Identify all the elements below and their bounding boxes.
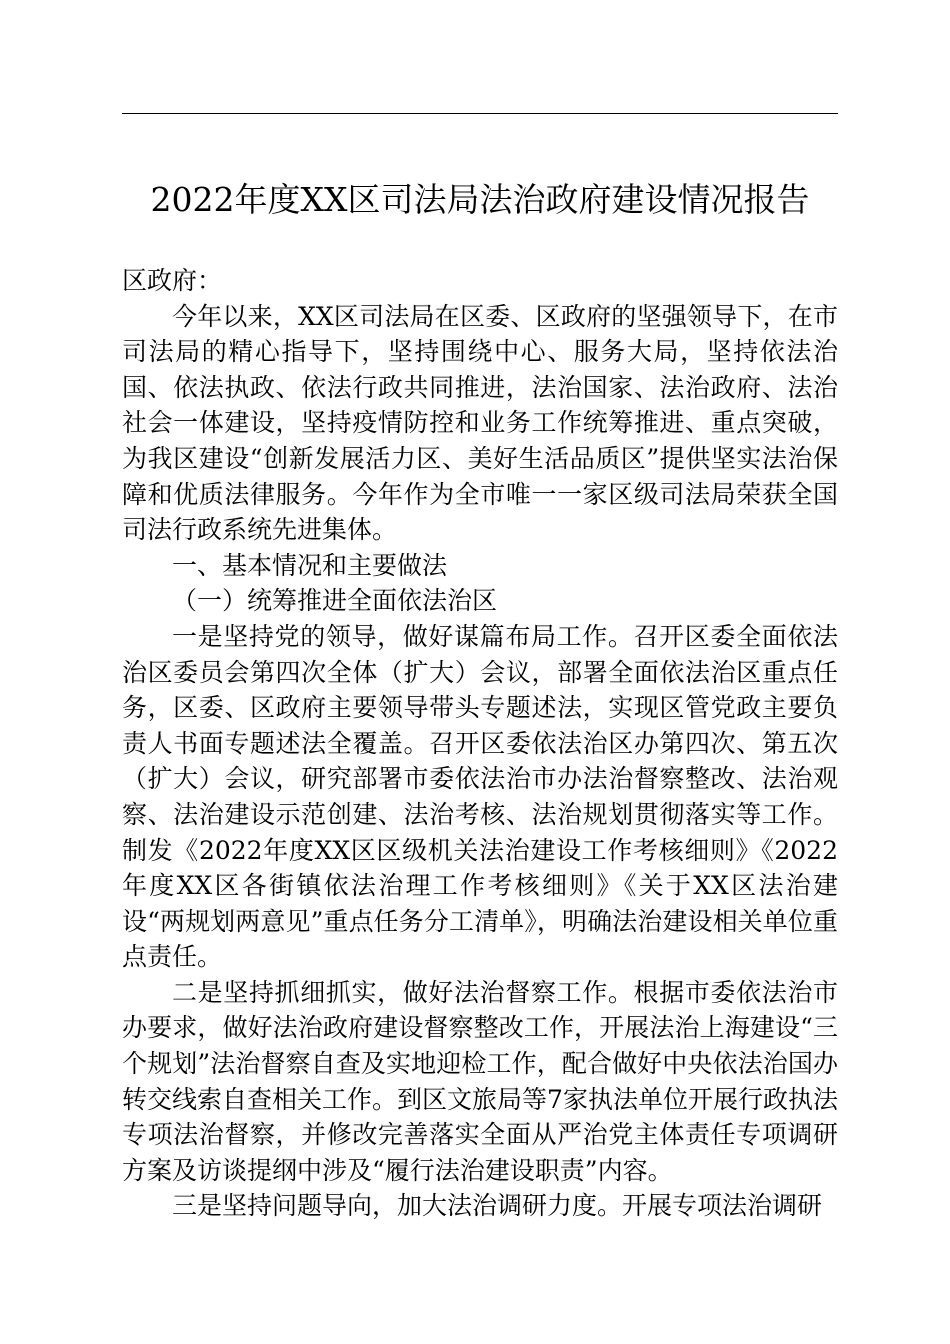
paragraph-intro: 今年以来，XX区司法局在区委、区政府的坚强领导下，在市司法局的精心指导下，坚持围绕中心、服务大局，坚持依法治国、依法执政、依法行政共同推进，法治国家、法治政府、法治社会一体建设，坚持疫情防控和业务工作统筹推进、重点突破，为我区建设“创新发展活力区、美好生活品质区”提供坚实法治保障和优质法律服务。今年作为全市唯一一家区级司法局荣获全国司法行政系统先进集体。 <box>122 301 838 545</box>
subsection-heading: （一）统筹推进全面依法治区 <box>172 586 498 616</box>
salutation: 区政府： <box>122 266 223 295</box>
document-title: 2022年度XX区司法局法治政府建设情况报告 <box>150 180 810 219</box>
paragraph-item-2: 二是坚持抓细抓实，做好法治督察工作。根据市委依法治市办要求，做好法治政府建设督察整改工作，开展法治上海建设“三个规划”法治督察自查及实地迎检工作，配合做好中央依法治国办转交线索自查相关工作。到区文旅局等7家执法单位开展行政执法专项法治督察，并修改完善落实全面从严治党主体责任专项调研方案及访谈提纲中涉及“履行法治建设职责”内容。 <box>122 977 838 1185</box>
section-heading: 一、基本情况和主要做法 <box>172 550 448 580</box>
paragraph-item-1: 一是坚持党的领导，做好谋篇布局工作。召开区委全面依法治区委员会第四次全体（扩大）会议，部署全面依法治区重点任务，区委、区政府主要领导带头专题述法，实现区管党政主要负责人书面专题述法全覆盖。召开区委依法治区办第四次、第五次（扩大）会议，研究部署市委依法治市办法治督察整改、法治观察、法治建设示范创建、法治考核、法治规划贯彻落实等工作。制发《2022年度XX区区级机关法治建设工作考核细则》《2022年度XX区各街镇依法治理工作考核细则》《关于XX区法治建设“两规划两意见”重点任务分工清单》，明确法治建设相关单位重点责任。 <box>122 621 838 972</box>
header-rule <box>122 113 838 114</box>
paragraph-item-3: 三是坚持问题导向，加大法治调研力度。开展专项法治调研 <box>172 1191 823 1221</box>
document-body <box>122 263 838 1224</box>
